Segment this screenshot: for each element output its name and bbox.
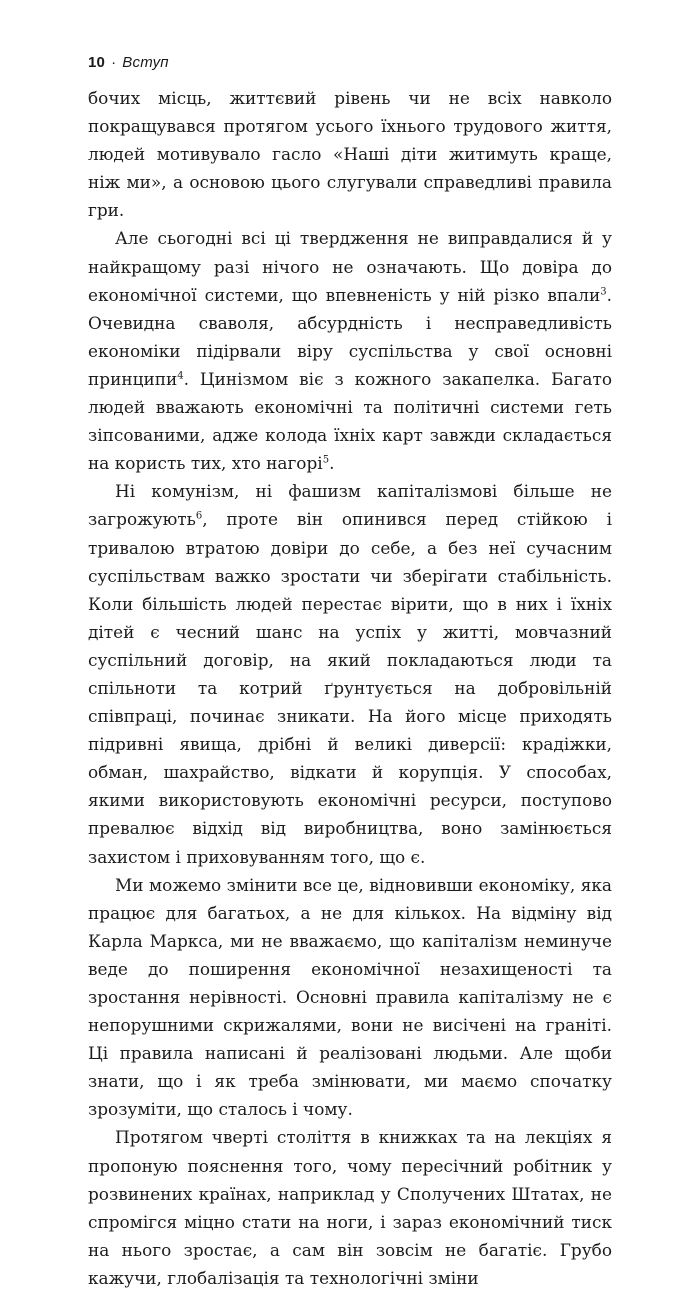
paragraph-text: Але сьогодні всі ці твердження не виправдалися й у найкращому разі нічого не означають. Що довіра до економічної системи, що впевненість у ній різко впали <box>88 228 612 305</box>
paragraph-4: Ми можемо змінити все це, відновивши економіку, яка працює для багатьох, а не для кількох. На відміну від Карла Маркса, ми не вважаємо, що капіталізм неминуче веде до поширення економічної незахищеності та зростання нерівності. Основні правила капіталізму не є непорушними скрижалями, вони не висічені на граніті. Ці правила написані й реалізовані людьми. Але щоби знати, що і як треба змінювати, ми маємо спочатку зрозуміти, що сталось і чому. <box>88 874 612 1120</box>
paragraph-text: Ні комунізм, ні фашизм капіталізмові більше не загрожують <box>88 481 612 530</box>
paragraph-5: Протягом чверті століття в книжках та на лекціях я пропоную пояснення того, чому пересічний робітник у розвинених країнах, наприклад у Сполучених Штатах, не спромігся міцно стати на ноги, і зараз економічний тиск на нього зростає, а сам він зовсім не багатіє. Грубо кажучи, глобалізація та технологічні зміни <box>88 1127 612 1288</box>
chapter-title: Вступ <box>122 54 169 71</box>
footnote-ref-6: 6 <box>195 510 203 522</box>
footnote-ref-3: 3 <box>600 286 607 298</box>
paragraph-1: бочих місць, життєвий рівень чи не всіх навколо покращувався протягом усього їхнього трудового життя, людей мотивувало гасло «Наші діти житимуть краще, ніж ми», а основою цього слугували справедливі правила гри. <box>88 88 612 221</box>
paragraph-2 <box>88 224 612 477</box>
paragraph-3 <box>88 477 612 870</box>
page-number: 10 <box>88 54 106 71</box>
paragraph-text: . Цинізмом віє з кожного закапелка. Багато людей вважають економічні та політичні системи геть зіпсованими, адже колода їхніх карт завжди складається на користь тих, хто нагорі <box>88 368 612 474</box>
body-text <box>88 84 612 1292</box>
paragraph-text: . <box>329 453 335 474</box>
footnote-ref-4: 4 <box>177 370 184 382</box>
running-header <box>88 54 169 71</box>
footnote-ref-5: 5 <box>322 454 330 466</box>
header-separator: · <box>111 54 117 71</box>
paragraph-text: , проте він опинився перед стійкою і тривалою втратою довіри до себе, а без неї сучасним суспільствам важко зростати чи зберігати стабільність. Коли більшість людей перестає вірити, що в них і їхніх дітей є чесний шанс на успіх у житті, мовчазний суспільний договір, на який покладаються люди та спільноти та котрий ґрунтується на добровільній співпраці, починає зникати. На його місце приходять підривні явища, дрібні й великі диверсії: крадіжки, обман, шахрайство, відкати й корупція. У способах, якими використовують економічні ресурси, поступово превалює відхід від виробництва, воно замінюється захистом і приховуванням того, що є. <box>88 509 612 867</box>
paragraph-text: . Очевидна сваволя, абсурдність і несправедливість економіки підірвали віру суспільства у свої основні принципи <box>88 284 612 389</box>
